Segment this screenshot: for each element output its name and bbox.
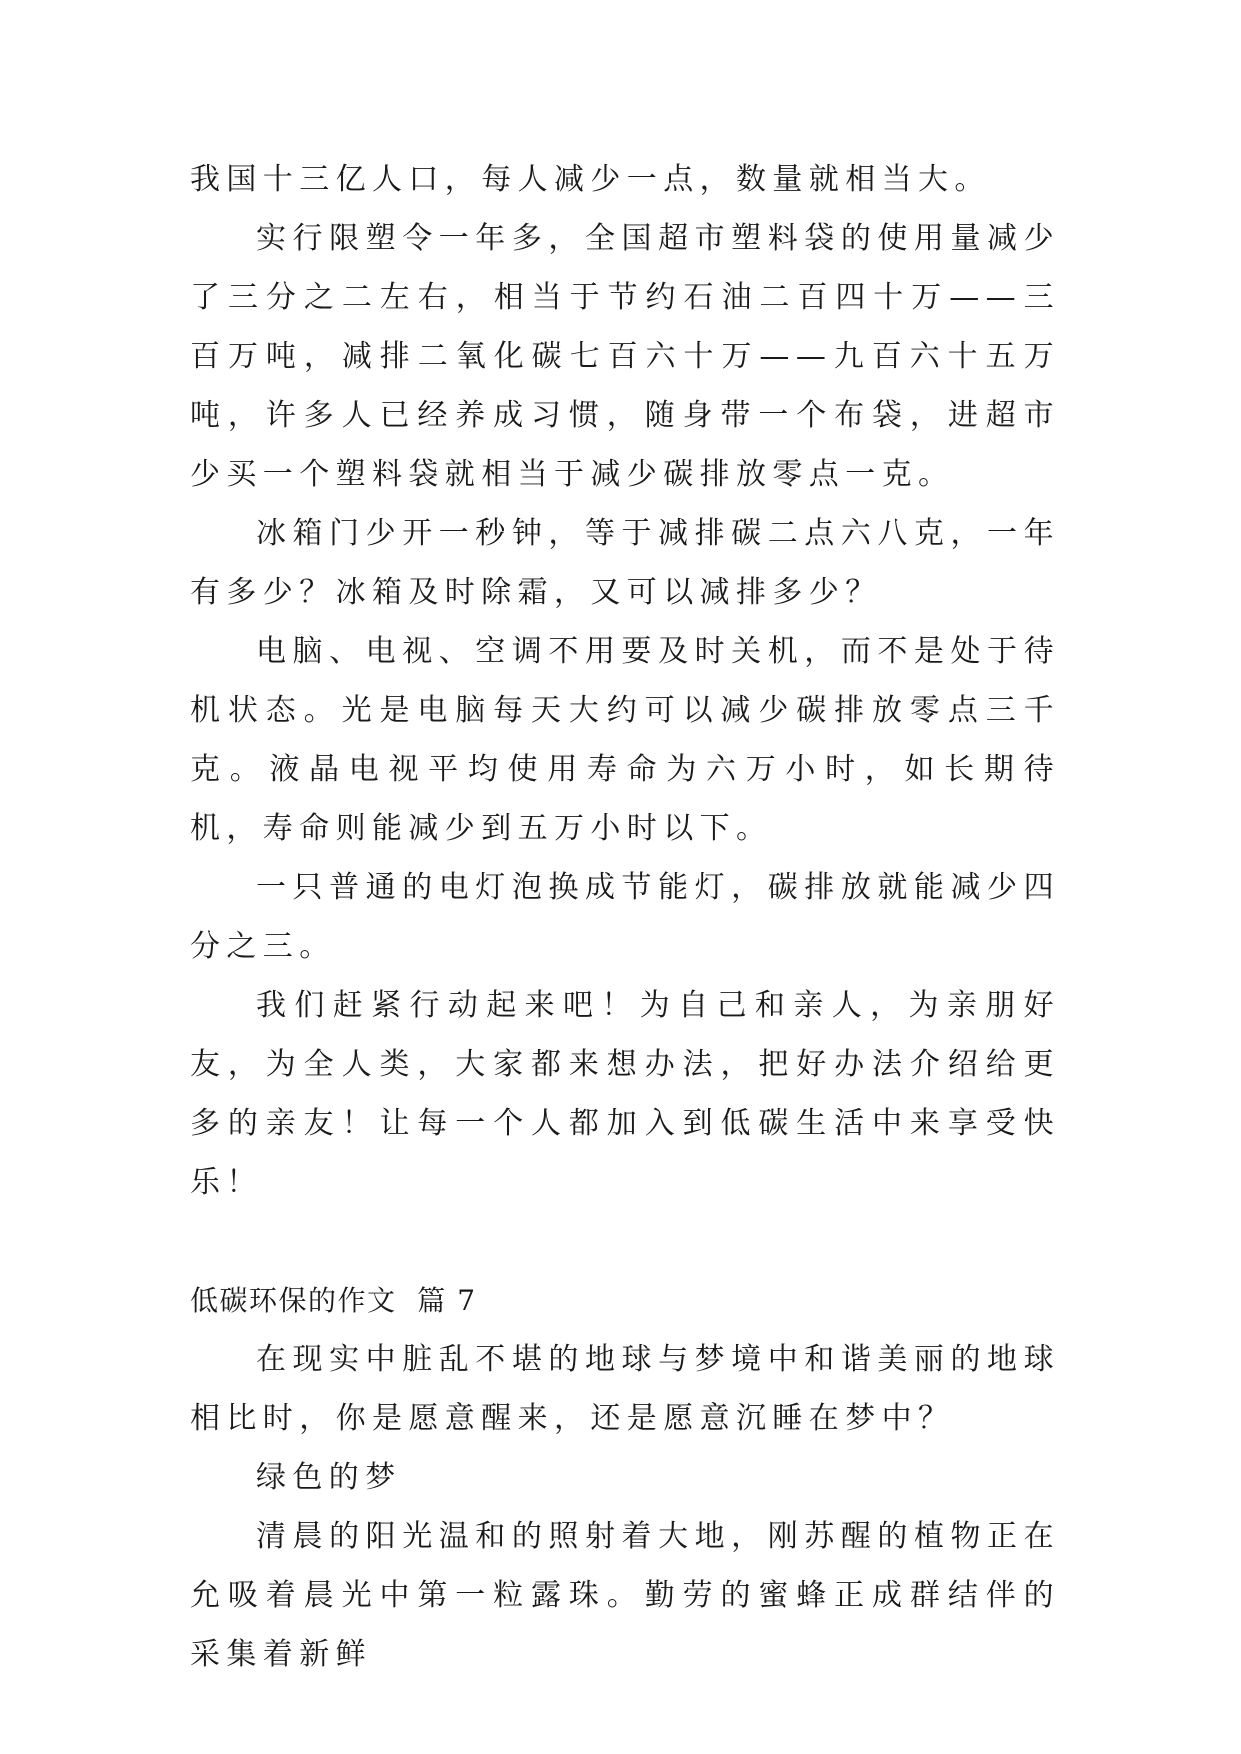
paragraph-bulb: 一只普通的电灯泡换成节能灯，碳排放就能减少四分之三。 <box>190 870 1060 964</box>
paragraph-morning: 清晨的阳光温和的照射着大地，刚苏醒的植物正在允吸着晨光中第一粒露珠。勤劳的蜜蜂正成群结伴的采集着新鲜 <box>190 1519 1060 1672</box>
paragraph-standby: 电脑、电视、空调不用要及时关机，而不是处于待机状态。光是电脑每天大约可以减少碳排放零点三千克。液晶电视平均使用寿命为六万小时，如长期待机，寿命则能减少到五万小时以下。 <box>190 634 1060 846</box>
paragraph-plastic-bag: 实行限塑令一年多，全国超市塑料袋的使用量减少了三分之二左右，相当于节约石油二百四十万——三百万吨，减排二氧化碳七百六十万——九百六十五万吨，许多人已经养成习惯，随身带一个布袋，进超市少买一个塑料袋就相当于减少碳排放零点一克。 <box>190 221 1060 492</box>
paragraph-continuation: 我国十三亿人口，每人减少一点，数量就相当大。 <box>190 162 991 197</box>
paragraph-dream-intro: 在现实中脏乱不堪的地球与梦境中和谐美丽的地球相比时，你是愿意醒来，还是愿意沉睡在梦中？ <box>190 1342 1060 1436</box>
essay-subtitle: 绿色的梦 <box>256 1460 402 1495</box>
document-page <box>190 150 1060 1684</box>
section-heading: 低碳环保的作文 篇 7 <box>190 1284 477 1317</box>
paragraph-fridge: 冰箱门少开一秒钟，等于减排碳二点六八克，一年有多少？冰箱及时除霜，又可以减排多少？ <box>190 516 1060 610</box>
paragraph-call-to-action: 我们赶紧行动起来吧！为自己和亲人，为亲朋好友，为全人类，大家都来想办法，把好办法介绍给更多的亲友！让每一个人都加入到低碳生活中来享受快乐！ <box>190 988 1060 1200</box>
